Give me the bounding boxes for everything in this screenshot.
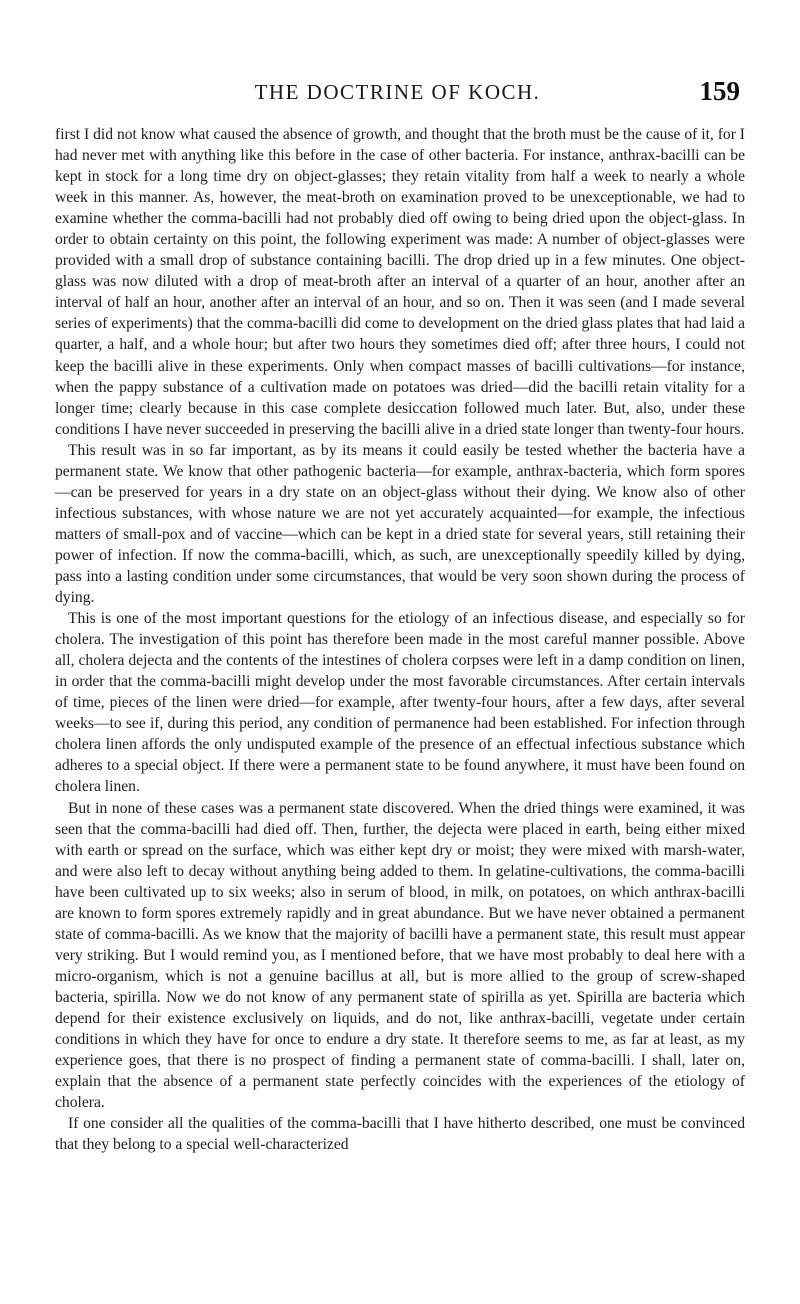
paragraph-3: This is one of the most important questions for the etiology of an infectious disease, and especially so for cholera. The investigation of this point has therefore been made in the most careful manner possible. Above all, cholera dejecta and the contents of the intestines of cholera corpses were left in a damp condition on linen, in order that the comma-bacilli might develop under the most favorable circumstances. After certain intervals of time, pieces of the linen were dried—for example, after twenty-four hours, after a few days, after several weeks—to see if, during this period, any condition of permanence had been established. For infection through cholera linen affords the only undisputed example of the presence of an effectual infectious substance which adheres to a special object. If there were a permanent state to be found anywhere, it must have been found on cholera linen. [55,610,745,796]
page-header [55,76,740,114]
running-head: THE DOCTRINE OF KOCH. [254,80,541,104]
body-text [55,124,745,1155]
paragraph-2: This result was in so far important, as by its means it could easily be tested whether the bacteria have a permanent state. We know that other pathogenic bacteria—for example, anthrax-bacteria, which form spores—can be preserved for years in a dry state on an object-glass without their dying. We know also of other infectious substances, with whose nature we are not yet accurately acquainted—for example, the infectious matters of small-pox and of vaccine—which can be kept in a dried state for several years, still retaining their power of infection. If now the comma-bacilli, which, as such, are unexceptionally speedily killed by dying, pass into a lasting condition under some circumstances, that would be very soon shown during the process of dying. [55,441,745,607]
page-number: 159 [699,76,740,106]
paragraph-1: first I did not know what caused the absence of growth, and thought that the broth must be the cause of it, for I had never met with anything like this before in the case of other bacteria. For instance, anthrax-bacilli can be kept in stock for a long time dry on object-glasses; they retain vitality from half a week to nearly a whole week in this manner. As, however, the meat-broth on examination proved to be unexceptionable, we had to examine whether the comma-bacilli had not probably died off owing to being dried upon the object-glass. In order to obtain certainty on this point, the following experiment was made: A number of object-glasses were provided with a small drop of substance containing bacilli. The drop dried up in a few minutes. One object-glass was now diluted with a drop of meat-broth after an interval of a quarter of an hour, another after an interval of half an hour, another after an interval of an hour, and so on. Then it was seen (and I made several series of experiments) that the comma-bacilli did come to development on the dried glass plates that had laid a quarter, a half, and a whole hour; but after two hours they sometimes died off; after three hours, I could not keep the bacilli alive in these experiments. Only when compact masses of bacilli cultivations—for instance, when the pappy substance of a cultivation made on potatoes was dried—did the bacilli retain vitality for a longer time; clearly because in this case complete desiccation followed much later. But, also, under these conditions I have never succeeded in preserving the bacilli alive in a dried state longer than twenty-four hours. [55,126,745,438]
paragraph-5: If one consider all the qualities of the comma-bacilli that I have hitherto described, one must be convinced that they belong to a special well-characterized [55,1115,745,1154]
paragraph-4: But in none of these cases was a permanent state discovered. When the dried things were examined, it was seen that the comma-bacilli had died off. Then, further, the dejecta were placed in earth, being either mixed with earth or spread on the surface, which was either kept dry or moist; they were mixed with marsh-water, and were also left to decay without anything being added to them. In gelatine-cultivations, the comma-bacilli have been cultivated up to six weeks; also in serum of blood, in milk, on potatoes, on which anthrax-bacilli are known to form spores extremely rapidly and in great abundance. But we have never obtained a permanent state of comma-bacilli. As we know that the majority of bacilli have a permanent state, this result must appear very striking. But I would remind you, as I mentioned before, that we have most probably to deal here with a micro-organism, which is not a genuine bacillus at all, but is more allied to the group of screw-shaped bacteria, spirilla. Now we do not know of any permanent state of spirilla as yet. Spirilla are bacteria which depend for their existence exclusively on liquids, and do not, like anthrax-bacilli, vegetate under certain conditions in which they have for once to endure a dry state. It therefore seems to me, as far at least, as my experience goes, that there is no prospect of finding a permanent state of comma-bacilli. I shall, later on, explain that the absence of a permanent state perfectly coincides with the experiences of the etiology of cholera. [55,799,745,1112]
